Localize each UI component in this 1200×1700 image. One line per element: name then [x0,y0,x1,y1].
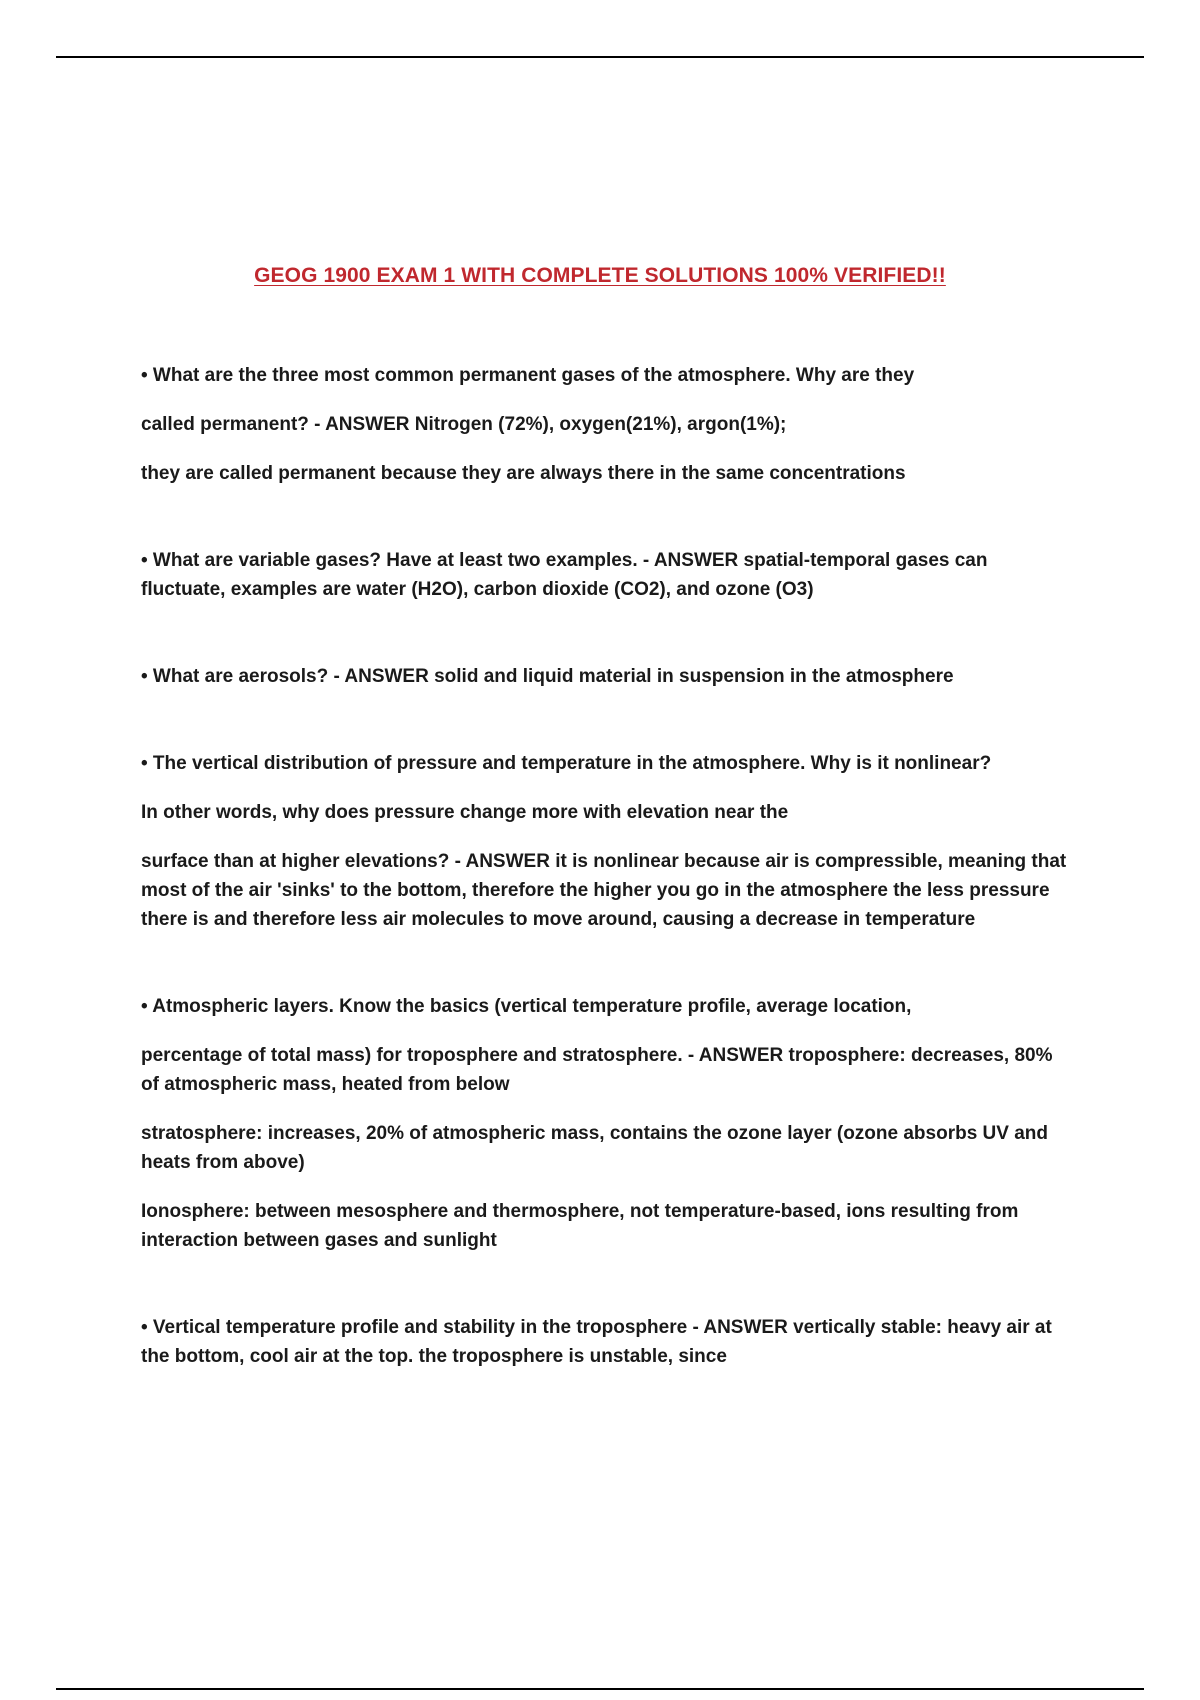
question-1-line-3: they are called permanent because they are always there in the same concentrations [141,463,906,484]
question-2: • What are variable gases? Have at least two examples. - ANSWER spatial-temporal gases can fluctuate, examples are water (H2O), carbon dioxide (CO2), and ozone (O3) [141,550,988,600]
question-5-part-1: • Atmospheric layers. Know the basics (vertical temperature profile, average location, [141,996,912,1017]
document-body [141,361,1071,1391]
question-1-line-2: called permanent? - ANSWER Nitrogen (72%), oxygen(21%), argon(1%); [141,414,787,435]
question-5-part-4: Ionosphere: between mesosphere and thermosphere, not temperature-based, ions resulting from interaction between gases and sunlight [141,1201,1019,1251]
question-6: • Vertical temperature profile and stability in the troposphere - ANSWER vertically stable: heavy air at the bottom, cool air at the top. the troposphere is unstable, since [141,1317,1052,1367]
document-title: GEOG 1900 EXAM 1 WITH COMPLETE SOLUTIONS 100% VERIFIED!! [254,264,946,287]
question-5-part-2: percentage of total mass) for troposphere and stratosphere. - ANSWER troposphere: decreases, 80% of atmospheric mass, heated from below [141,1045,1053,1095]
question-1-line-1: • What are the three most common permanent gases of the atmosphere. Why are they [141,365,915,386]
bottom-rule [56,1688,1144,1690]
question-4-part-2: In other words, why does pressure change more with elevation near the [141,802,789,823]
top-rule [56,56,1144,58]
question-4-part-3: surface than at higher elevations? - ANSWER it is nonlinear because air is compressible, meaning that most of the air 'sinks' to the bottom, therefore the higher you go in the atmosphere the less pressure there is and therefore less air molecules to move around, causing a decrease in temperature [141,851,1067,930]
question-3: • What are aerosols? - ANSWER solid and liquid material in suspension in the atmosphere [141,666,954,687]
question-5-part-3: stratosphere: increases, 20% of atmospheric mass, contains the ozone layer (ozone absorbs UV and heats from above) [141,1123,1048,1173]
question-4-part-1: • The vertical distribution of pressure and temperature in the atmosphere. Why is it nonlinear? [141,753,992,774]
